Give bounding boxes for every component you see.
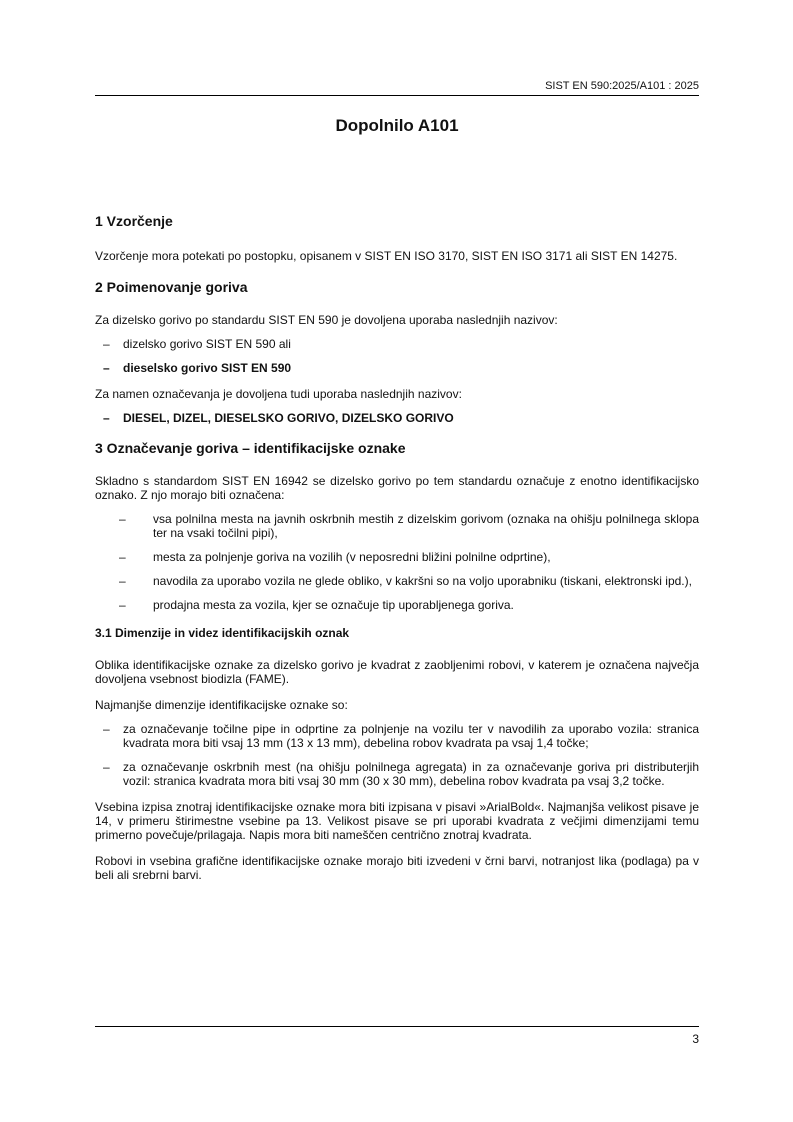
marking-location-item: – vsa polnilna mesta na javnih oskrbnih mestih z dizelskim gorivom (oznaka na ohišju polnilnega sklopa ter na vsaki točilni pipi),	[95, 512, 699, 540]
section-3-1-para-3: Vsebina izpisa znotraj identifikacijske oznake mora biti izpisana v pisavi »ArialBold«. Najmanjša velikost pisave je 14, v primeru štirimestne vsebine pa 13. Velikost pisave se pri uporabi kvadrata z večjimi dimenzijami temu primerno povečuje/prilagaja. Napis mora biti nameščen centrično znotraj kvadrata.	[95, 800, 699, 842]
marking-location-item: – navodila za uporabo vozila ne glede obliko, v kakršni so na voljo uporabniku (tiskani, elektronski ipd.),	[95, 574, 699, 588]
document-body	[95, 213, 699, 882]
section-2-heading: 2 Poimenovanje goriva	[95, 279, 248, 295]
section-3-1-para-2: Najmanjše dimenzije identifikacijske oznake so:	[95, 698, 348, 712]
section-3-1-heading: 3.1 Dimenzije in videz identifikacijskih oznak	[95, 626, 350, 640]
marking-location-item: – prodajna mesta za vozila, kjer se označuje tip uporabljenega goriva.	[95, 598, 699, 612]
page-number: 3	[692, 1032, 699, 1046]
section-3-intro: Skladno s standardom SIST EN 16942 se dizelsko gorivo po tem standardu označuje z enotno identifikacijsko oznako. Z njo morajo biti označena:	[95, 474, 699, 502]
dimension-item: – za označevanje točilne pipe in odprtine za polnjenje na vozilu ter v navodilih za uporabo vozila: stranica kvadrata mora biti vsaj 13 mm (13 x 13 mm), debelina robov kvadrata pa vsaj 1,4 točke;	[95, 722, 699, 750]
section-1-body: Vzorčenje mora potekati po postopku, opisanem v SIST EN ISO 3170, SIST EN ISO 3171 ali SIST EN 14275.	[95, 249, 678, 263]
header-rule	[95, 95, 699, 96]
section-2-intro-2: Za namen označevanja je dovoljena tudi uporaba naslednjih nazivov:	[95, 387, 462, 401]
section-3-heading: 3 Označevanje goriva – identifikacijske oznake	[95, 440, 406, 456]
header-doc-id: SIST EN 590:2025/A101 : 2025	[545, 80, 699, 92]
fuel-label-item: – DIESEL, DIZEL, DIESELSKO GORIVO, DIZELSKO GORIVO	[95, 411, 699, 425]
footer-rule	[95, 1026, 699, 1027]
section-2-intro: Za dizelsko gorivo po standardu SIST EN 590 je dovoljena uporaba naslednjih nazivov:	[95, 313, 558, 327]
fuel-name-item: – dizelsko gorivo SIST EN 590 ali	[95, 337, 699, 351]
section-3-1-para-4: Robovi in vsebina grafične identifikacijske oznake morajo biti izvedeni v črni barvi, notranjost lika (podlaga) pa v beli ali srebrni barvi.	[95, 854, 699, 882]
section-3-1-para-1: Oblika identifikacijske oznake za dizelsko gorivo je kvadrat z zaobljenimi robovi, v katerem je označena največja dovoljena vsebnost biodizla (FAME).	[95, 658, 699, 686]
page-title: Dopolnilo A101	[335, 116, 459, 135]
dimension-item: – za označevanje oskrbnih mest (na ohišju polnilnega agregata) in za označevanje goriva pri distributerjih vozil: stranica kvadrata mora biti vsaj 30 mm (30 x 30 mm), debelina robov kvadrata pa vsaj 3,2 točke.	[95, 760, 699, 788]
section-1-heading: 1 Vzorčenje	[95, 213, 173, 229]
fuel-name-item: – dieselsko gorivo SIST EN 590	[95, 361, 699, 375]
marking-location-item: – mesta za polnjenje goriva na vozilih (v neposredni bližini polnilne odprtine),	[95, 550, 699, 564]
